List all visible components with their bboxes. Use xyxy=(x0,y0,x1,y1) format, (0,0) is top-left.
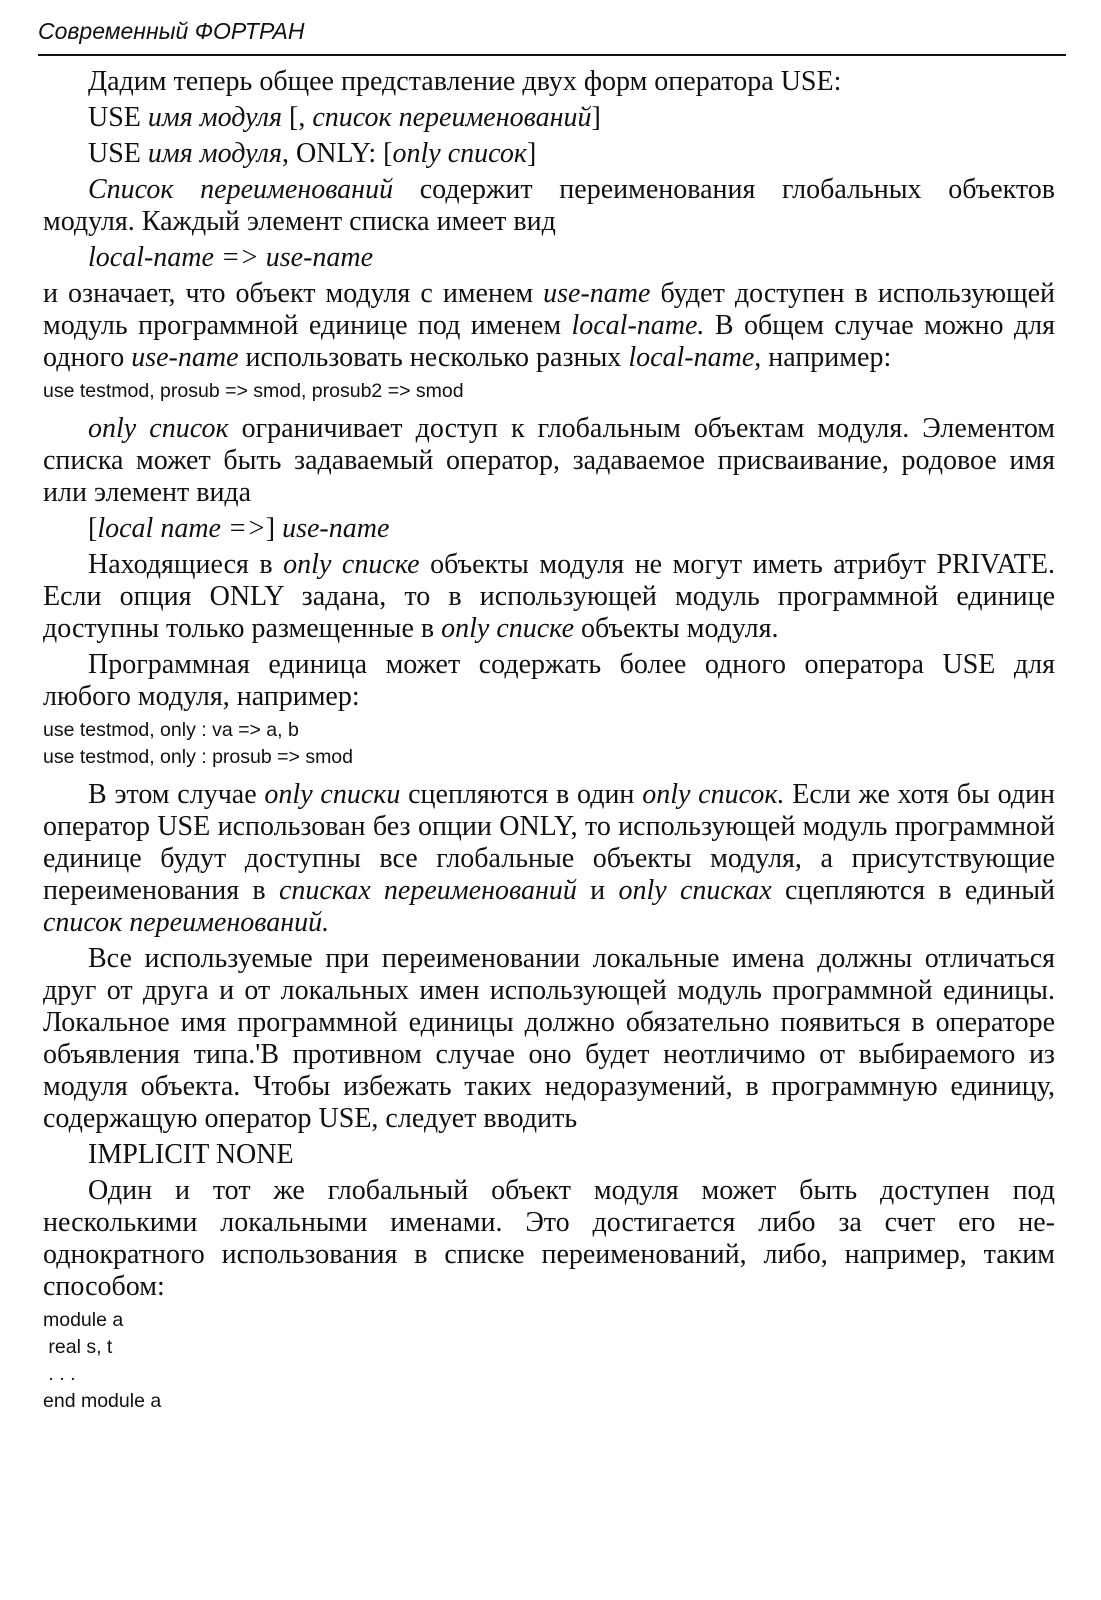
paragraph-concatenation: В этом случае only списки сцепляются в один only список. Если же хотя бы один оператор USE использован без опции ONLY, то использующей модуль программной единице будут доступны все глобальные объекты модуля, а присутствующие переименования в списках переименований и only списках сцепляются в единый список переименований. xyxy=(43,779,1055,938)
statement-implicit-none: IMPLICIT NONE xyxy=(88,1139,294,1170)
page-body xyxy=(43,66,1055,1423)
code-line: module a xyxy=(43,1309,124,1331)
paragraph-multiple-use: Программная единица может содержать более одного оператора USE для любого модуля, например: xyxy=(43,649,1055,712)
code-line: use testmod, only : prosub => smod xyxy=(43,746,354,768)
code-line: use testmod, only : va => a, b xyxy=(43,719,299,741)
syntax-form-use-rename: USE имя модуля [, список переименований] xyxy=(88,102,601,133)
syntax-only-element: [local name =>] use-name xyxy=(88,513,390,544)
code-line: end module a xyxy=(43,1390,162,1412)
paragraph-only-private: Находящиеся в only списке объекты модуля не могут иметь атрибут PRIVATE. Если опция ONLY задана, то в использующей модуль программной единице доступны только размещенные в only списке объекты модуля. xyxy=(43,549,1055,644)
code-example-rename xyxy=(43,378,1055,405)
paragraph-rename-meaning: и означает, что объект модуля с именем use-name будет доступен в использующей модуль программной единице под именем local-name. В общем случае можно для одного use-name использовать несколько разных local-name, например: xyxy=(43,278,1055,373)
code-line: real s, t xyxy=(43,1336,113,1358)
code-example-multiple-use xyxy=(43,717,1055,771)
code-line: . . . xyxy=(43,1363,76,1385)
paragraph-rename-list: Список переименований содержит переименования глобальных объектов модуля. Каждый элемент списка имеет вид xyxy=(43,174,1055,237)
syntax-form-use-only: USE имя модуля, ONLY: [only список] xyxy=(88,138,537,169)
header-rule xyxy=(38,54,1066,56)
syntax-rename-element: local-name => use-name xyxy=(88,242,374,273)
running-head: Современный ФОРТРАН xyxy=(38,18,305,44)
paragraph-only-list: only список ограничивает доступ к глобальным объектам модуля. Элементом списка может быть задаваемый оператор, задаваемое присваивание, родовое имя или элемент вида xyxy=(43,413,1055,508)
code-line: use testmod, prosub => smod, prosub2 => smod xyxy=(43,380,464,402)
code-example-module xyxy=(43,1307,1055,1415)
paragraph-local-names: Все используемые при переименовании локальные имена должны отличаться друг от друга и от локальных имен использующей модуль программной единицы. Локальное имя программной единицы должно обязательно появиться в операторе объявления типа.'В противном случае оно будет неотличимо от выбираемого из модуля объекта. Чтобы избежать таких недоразумений, в программную единицу, содержащую оператор USE, следует вводить xyxy=(43,943,1055,1134)
paragraph-intro: Дадим теперь общее представление двух форм оператора USE: xyxy=(88,66,842,97)
paragraph-multiple-local-names: Один и тот же глобальный объект модуля может быть доступен под несколькими локальными именами. Это достигается либо за счет его неоднократного использования в списке переименований, либо, например, таким способом: xyxy=(43,1175,1055,1302)
